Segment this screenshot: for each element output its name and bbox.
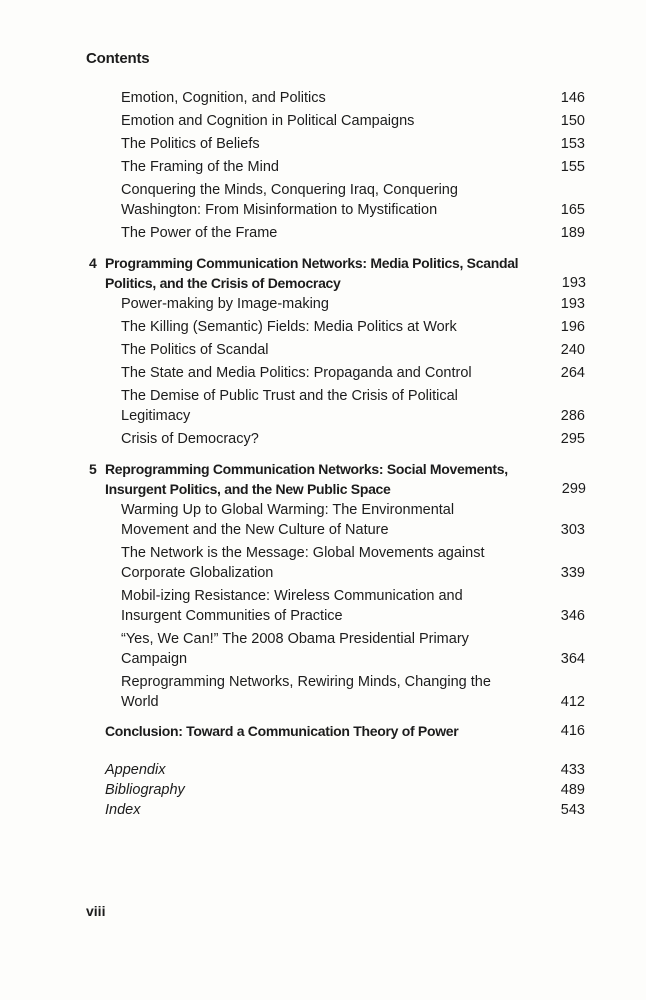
chapter-number: 4 [89,255,97,271]
running-header: Contents [86,50,150,67]
toc-entry-page: 339 [560,565,585,581]
toc-entry [121,543,585,583]
toc-entry [121,586,585,626]
toc-entry-title: “Yes, We Can!” The 2008 Obama Presidential Primary Campaign [121,631,469,667]
back-matter-title: Index [105,802,141,818]
toc-entry-page: 193 [560,296,585,312]
toc-entry-page: 303 [560,522,585,538]
toc-entry-title: Power-making by Image-making [121,296,329,312]
toc-entry-page: 153 [560,136,585,152]
toc-entry [121,429,585,449]
conclusion-heading [105,721,585,741]
toc-entry-page: 165 [560,202,585,218]
toc-entry-page: 155 [560,159,585,175]
back-matter-page: 543 [560,802,585,818]
toc-entry [121,500,585,540]
conclusion-title: Conclusion: Toward a Communication Theory of Power [105,723,459,739]
toc-entry-title: Conquering the Minds, Conquering Iraq, Conquering Washington: From Misinformation to Mystification [121,182,458,218]
toc-entry [121,672,585,712]
toc-entry [121,223,585,243]
chapter-page: 299 [561,481,586,497]
toc-entry-title: Emotion and Cognition in Political Campaigns [121,113,415,129]
toc-entry-page: 412 [560,694,585,710]
toc-entry [121,88,585,108]
chapter-number: 5 [89,461,97,477]
toc-entry [121,111,585,131]
table-of-contents [0,88,646,820]
toc-entry-title: The State and Media Politics: Propaganda and Control [121,365,472,381]
chapter-heading [89,253,586,293]
toc-entry-title: The Politics of Beliefs [121,136,260,152]
toc-entry [121,363,585,383]
back-matter-entry [105,760,585,780]
toc-entry-title: Mobil-izing Resistance: Wireless Communication and Insurgent Communities of Practice [121,588,463,624]
toc-entry [121,294,585,314]
toc-entry-title: The Network is the Message: Global Movements against Corporate Globalization [121,545,485,581]
toc-entry-title: The Politics of Scandal [121,342,269,358]
chapter-heading [89,459,586,499]
chapter-page: 193 [561,275,586,291]
toc-entry-page: 146 [560,90,585,106]
back-matter-page: 489 [560,782,585,798]
toc-entry [121,386,585,426]
toc-entry-title: Reprogramming Networks, Rewiring Minds, Changing the World [121,674,491,710]
toc-entry-title: The Killing (Semantic) Fields: Media Politics at Work [121,319,457,335]
toc-entry [121,157,585,177]
toc-entry-page: 295 [560,431,585,447]
toc-entry-page: 196 [560,319,585,335]
toc-entry-title: Crisis of Democracy? [121,431,259,447]
toc-entry-page: 264 [560,365,585,381]
toc-entry [121,134,585,154]
chapter-title: Programming Communication Networks: Media Politics, Scandal Politics, and the Crisis of Democracy [105,255,519,291]
toc-entry-title: Warming Up to Global Warming: The Environmental Movement and the New Culture of Nature [121,502,455,538]
toc-entry-page: 189 [560,225,585,241]
toc-entry-title: Emotion, Cognition, and Politics [121,90,326,106]
toc-entry-title: The Framing of the Mind [121,159,279,175]
back-matter-page: 433 [560,762,585,778]
back-matter-entry [105,780,585,800]
toc-entry-title: The Power of the Frame [121,225,278,241]
toc-entry-page: 346 [560,608,585,624]
toc-entry-page: 150 [560,113,585,129]
back-matter-title: Appendix [105,762,166,778]
chapter-title: Reprogramming Communication Networks: Social Movements, Insurgent Politics, and the New Public Space [105,461,508,497]
back-matter-title: Bibliography [105,782,185,798]
folio: viii [86,903,106,919]
toc-entry-page: 286 [560,408,585,424]
toc-entry-page: 240 [560,342,585,358]
toc-entry [121,340,585,360]
toc-entry [121,629,585,669]
toc-entry-page: 364 [560,651,585,667]
toc-entry [121,317,585,337]
toc-entry-title: The Demise of Public Trust and the Crisis of Political Legitimacy [121,388,458,424]
back-matter-entry [105,800,585,820]
conclusion-page: 416 [560,723,585,739]
toc-entry [121,180,585,220]
